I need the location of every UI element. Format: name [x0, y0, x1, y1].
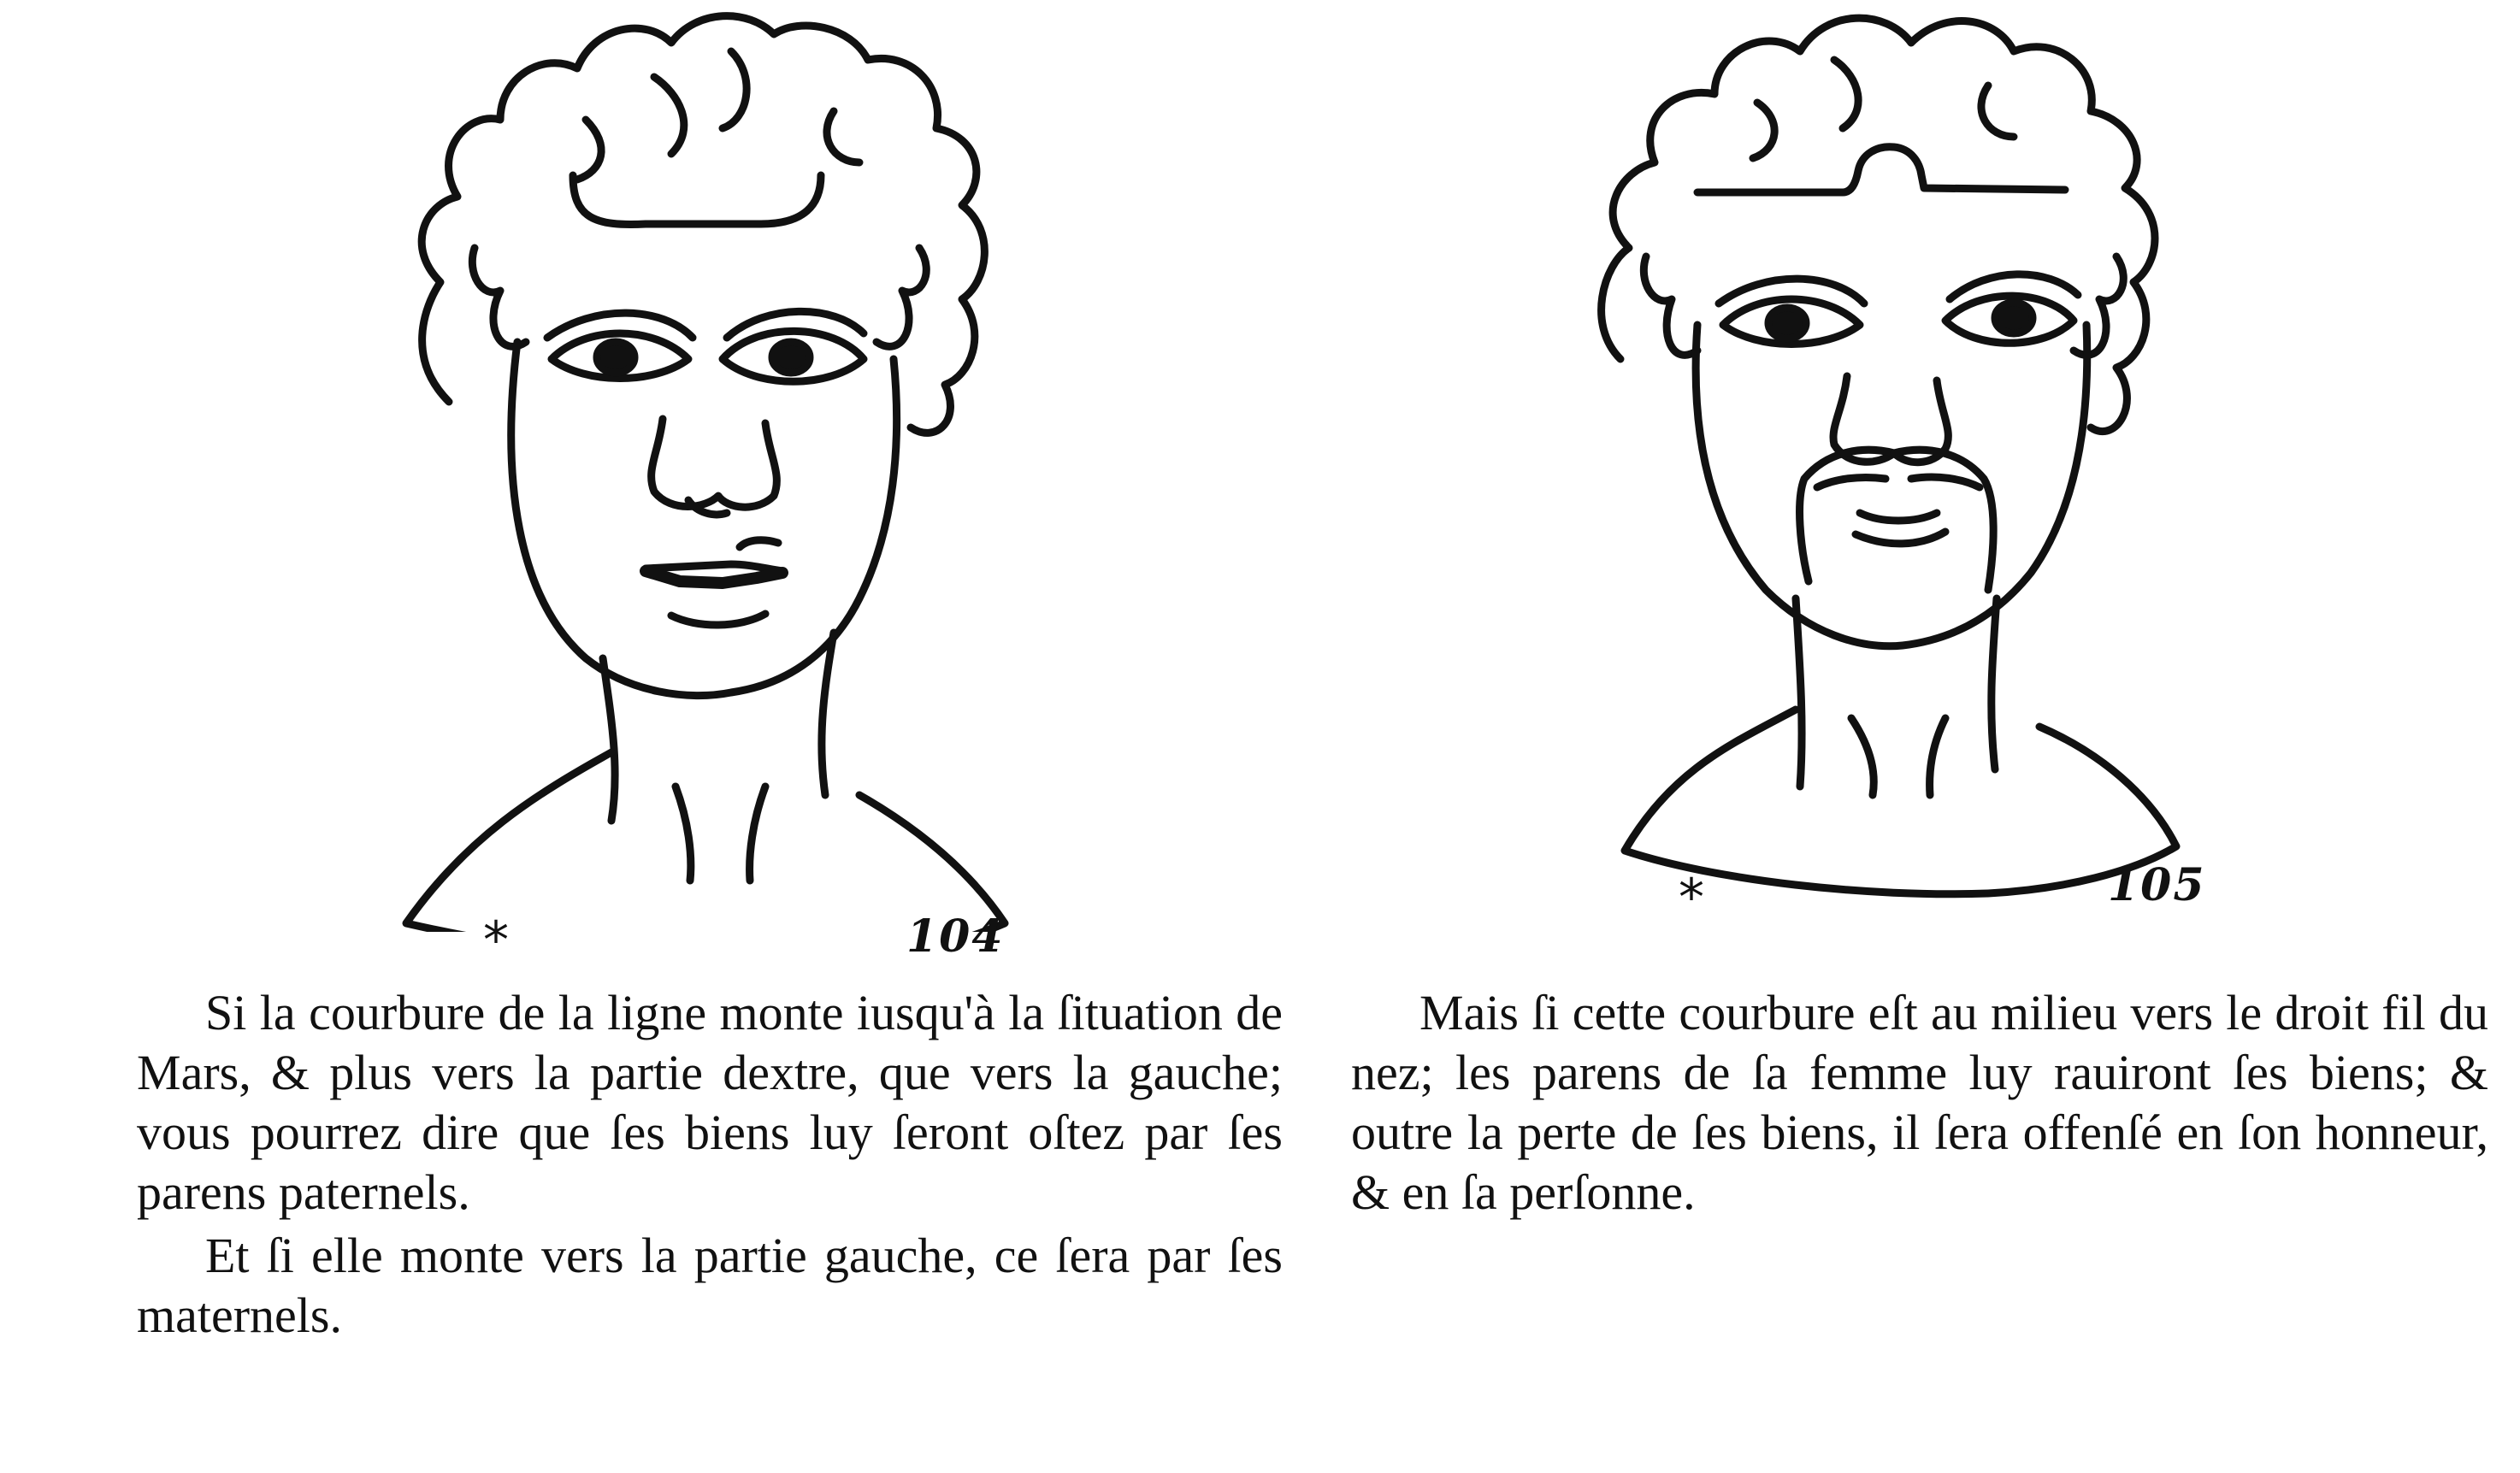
paragraph: Si la courbure de la ligne monte iusqu'à la ſituation de Mars, & plus vers la partie dextre, que vers la gauche; vous pourrez dire que ſes biens luy ſeront oſtez par ſes parens paternels. — [137, 985, 1283, 1220]
asterisk-mark: * — [483, 910, 509, 970]
paragraph: Et ſi elle monte vers la partie gauche, ce ſera par ſes maternels. — [137, 1228, 1283, 1343]
asterisk-mark: * — [1679, 868, 1704, 928]
figure-number: 105 — [2108, 859, 2206, 911]
face-illustration-104 — [389, 0, 1073, 932]
figure-104 — [389, 0, 1073, 970]
paragraph: Mais ſi cette courbure eſt au milieu vers le droit fil du nez; les parens de ſa femme luy rauiront ſes biens; & outre la perte de ſes biens, il ſera offenſé en ſon honneur, & en ſa perſonne. — [1351, 985, 2488, 1220]
figure-105 — [1586, 0, 2270, 928]
face-illustration-105 — [1586, 0, 2270, 915]
right-text-column — [1351, 983, 2488, 1226]
figure-number: 104 — [906, 910, 1005, 963]
left-text-column — [137, 983, 1283, 1349]
